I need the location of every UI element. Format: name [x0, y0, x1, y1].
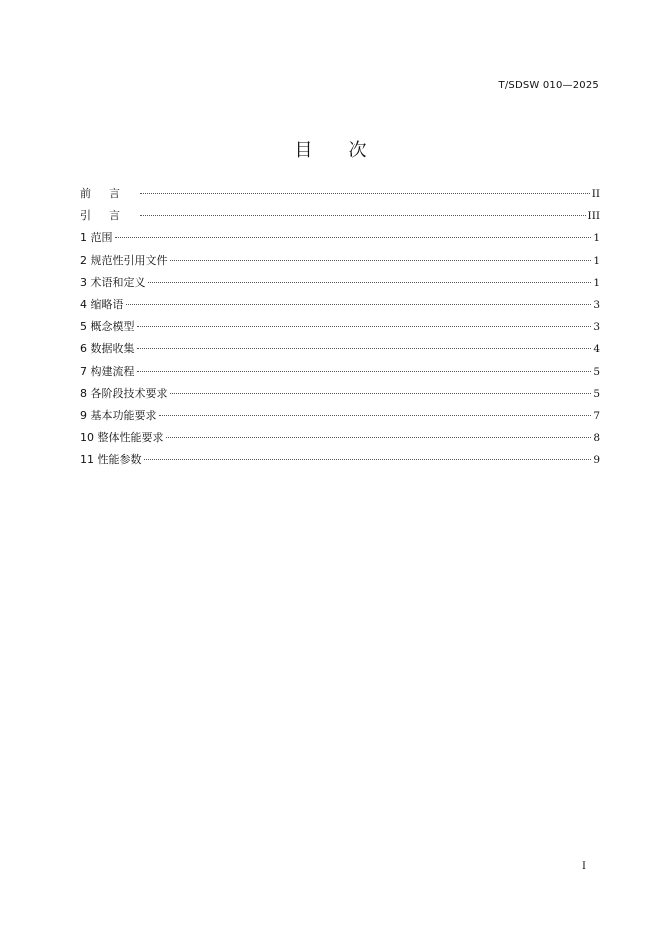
- toc-leader-dots: [144, 459, 592, 460]
- toc-entry-basic-functions[interactable]: [80, 405, 600, 427]
- toc-entry-performance-parameters[interactable]: [80, 449, 600, 471]
- toc-entry-page: 3: [593, 321, 600, 334]
- toc-entry-label: 引言: [80, 209, 138, 223]
- page-number: I: [582, 861, 586, 872]
- toc-entry-label: 10 整体性能要求: [80, 431, 164, 445]
- toc-leader-dots: [137, 326, 592, 327]
- toc-entry-label: 1 范围: [80, 231, 113, 245]
- toc-entry-label: 8 各阶段技术要求: [80, 386, 168, 400]
- toc-entry-page: II: [591, 188, 600, 200]
- toc-leader-dots: [126, 304, 592, 305]
- toc-entry-page: III: [587, 210, 600, 223]
- toc-entry-stage-requirements[interactable]: [80, 383, 600, 405]
- toc-entry-introduction[interactable]: [80, 205, 600, 227]
- toc-entry-data-collection[interactable]: [80, 338, 600, 360]
- toc-leader-dots: [140, 215, 586, 216]
- toc-entry-label: 7 构建流程: [80, 364, 135, 378]
- table-of-contents: [80, 183, 600, 471]
- toc-leader-dots: [137, 348, 592, 349]
- toc-entry-label: 9 基本功能要求: [80, 408, 157, 422]
- toc-entry-label: 前言: [80, 187, 138, 200]
- toc-entry-page: 1: [593, 254, 600, 267]
- toc-leader-dots: [159, 415, 592, 416]
- toc-entry-page: 5: [593, 387, 600, 400]
- toc-entry-page: 8: [593, 432, 600, 445]
- toc-entry-foreword[interactable]: [80, 183, 600, 205]
- toc-leader-dots: [148, 282, 592, 283]
- toc-entry-page: 3: [593, 298, 600, 311]
- toc-entry-abbreviations[interactable]: [80, 294, 600, 316]
- toc-entry-overall-performance[interactable]: [80, 427, 600, 449]
- toc-leader-dots: [115, 237, 592, 238]
- toc-entry-label: 2 规范性引用文件: [80, 253, 168, 267]
- toc-entry-page: 9: [593, 454, 600, 467]
- toc-entry-label: 11 性能参数: [80, 453, 142, 467]
- toc-leader-dots: [140, 193, 590, 194]
- toc-leader-dots: [170, 393, 592, 394]
- toc-entry-terms-definitions[interactable]: [80, 272, 600, 294]
- toc-leader-dots: [137, 371, 592, 372]
- toc-entry-concept-model[interactable]: [80, 316, 600, 338]
- toc-entry-page: 7: [593, 409, 600, 422]
- toc-entry-build-process[interactable]: [80, 361, 600, 383]
- toc-entry-page: 1: [593, 232, 600, 245]
- toc-leader-dots: [170, 260, 592, 261]
- toc-entry-label: 5 概念模型: [80, 320, 135, 334]
- toc-leader-dots: [166, 437, 592, 438]
- toc-title-part1: 目: [294, 140, 313, 161]
- document-code: T/SDSW 010—2025: [498, 80, 599, 91]
- toc-entry-page: 5: [593, 365, 600, 378]
- toc-entry-scope[interactable]: [80, 227, 600, 249]
- toc-entry-label: 6 数据收集: [80, 342, 135, 356]
- toc-entry-normative-references[interactable]: [80, 250, 600, 272]
- toc-title-part2: 次: [348, 140, 367, 161]
- toc-entry-page: 4: [593, 343, 600, 356]
- toc-entry-label: 4 缩略语: [80, 297, 124, 311]
- toc-entry-page: 1: [593, 276, 600, 289]
- toc-entry-label: 3 术语和定义: [80, 275, 146, 289]
- toc-title: [0, 136, 661, 162]
